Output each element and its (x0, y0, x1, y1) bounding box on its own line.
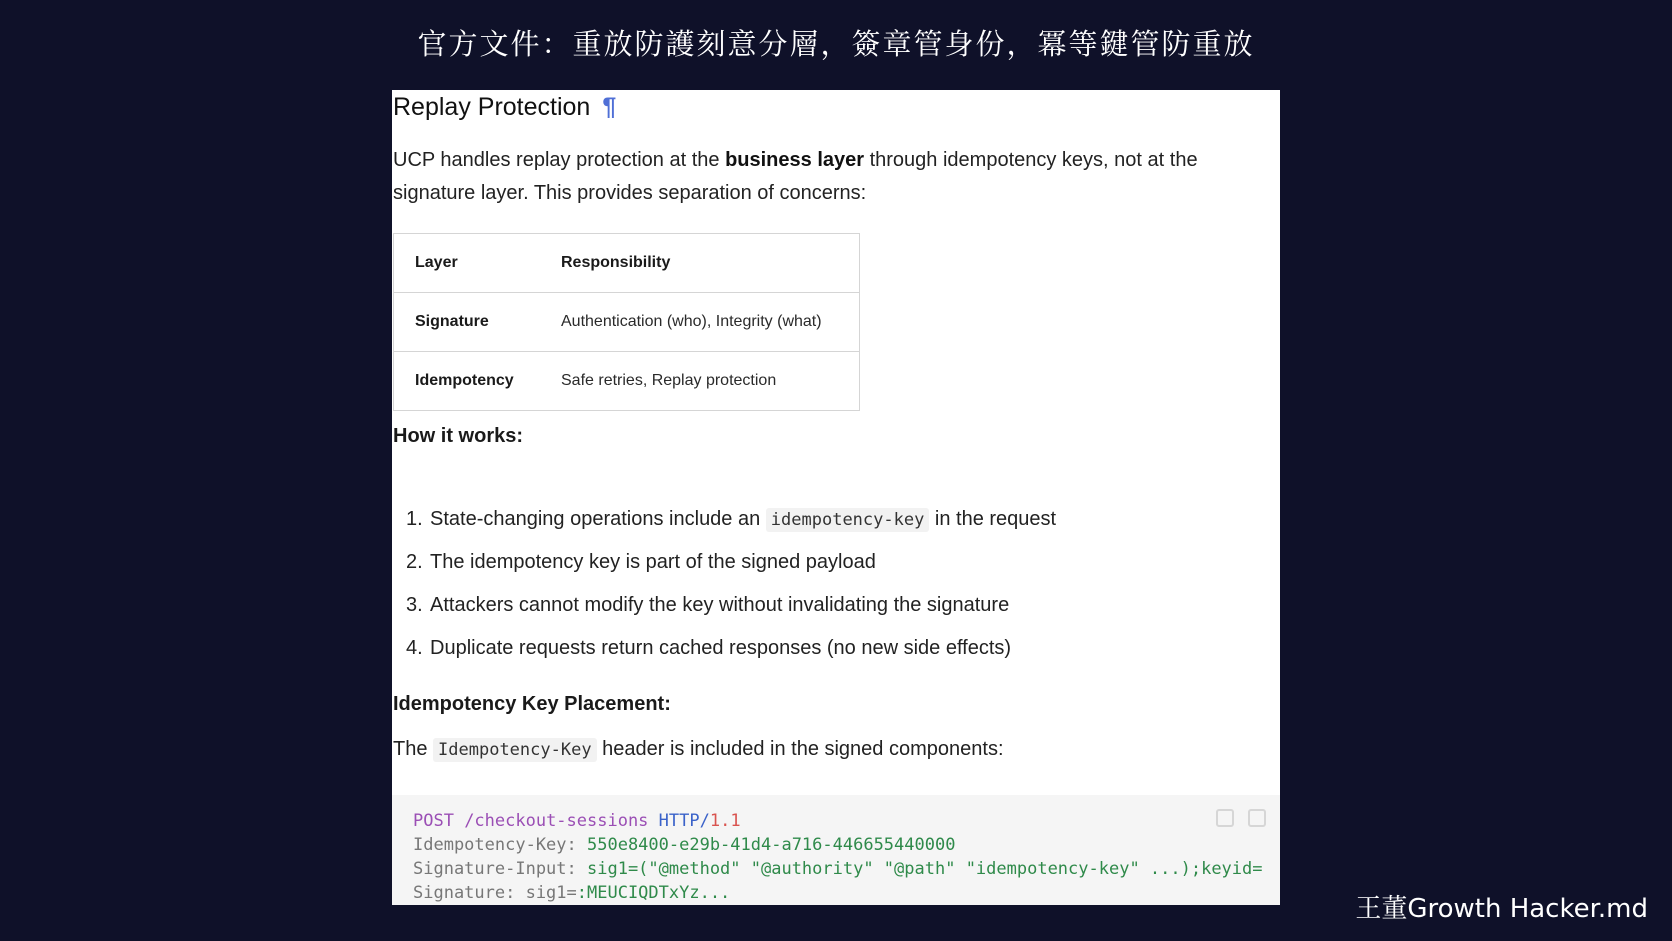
table-header-cell: Responsibility (561, 254, 671, 271)
list-text: in the request (929, 508, 1057, 530)
table-header-row (394, 234, 859, 293)
table-cell: Safe retries, Replay protection (561, 372, 777, 389)
placement-paragraph (393, 738, 1004, 761)
inline-code: Idempotency-Key (433, 738, 597, 762)
list-number: 1. (406, 508, 423, 530)
layer-table (393, 233, 860, 411)
code-token: Signature-Input: (413, 859, 587, 879)
inline-code: idempotency-key (766, 508, 930, 532)
para-text: The (393, 738, 434, 760)
section-heading-text: Replay Protection (393, 93, 591, 121)
intro-text-1: UCP handles replay protection at the (393, 149, 726, 171)
code-token: HTTP/ (658, 811, 710, 831)
table-cell: Signature (415, 313, 489, 330)
list-text: Duplicate requests return cached responses (no new side effects) (430, 637, 1012, 659)
code-toolbar (1216, 809, 1266, 827)
list-number: 3. (406, 594, 423, 616)
list-item (406, 627, 1056, 670)
code-line (413, 883, 730, 903)
list-item (406, 541, 1056, 584)
expand-icon[interactable] (1216, 809, 1234, 827)
table-row (394, 352, 859, 410)
table-cell: Authentication (who), Integrity (what) (561, 313, 822, 330)
list-item (406, 584, 1056, 627)
table-row (394, 293, 859, 352)
code-token: sig1=("@method" "@authority" "@path" "idempotency-key" ...);keyid= (587, 859, 1263, 879)
code-line (413, 859, 1263, 879)
list-text: The idempotency key is part of the signed payload (430, 551, 876, 573)
table-cell: Idempotency (415, 372, 514, 389)
list-text: Attackers cannot modify the key without invalidating the signature (430, 594, 1010, 616)
code-token: Idempotency-Key: (413, 835, 587, 855)
copy-icon[interactable] (1248, 809, 1266, 827)
intro-bold: business layer (725, 149, 865, 171)
code-token: Signature: sig1= (413, 883, 577, 903)
code-token: /checkout-sessions (453, 811, 659, 831)
code-token: 550e8400-e29b-41d4-a716-446655440000 (587, 835, 956, 855)
code-block (392, 795, 1280, 905)
list-item (406, 498, 1056, 541)
placement-heading: Idempotency Key Placement: (393, 693, 671, 715)
how-it-works-heading: How it works: (393, 425, 524, 447)
doc-screenshot (392, 90, 1280, 903)
anchor-link-icon[interactable]: ¶ (602, 93, 617, 121)
steps-list (406, 498, 1056, 670)
list-text: State-changing operations include an (430, 508, 766, 530)
code-line (413, 811, 741, 831)
intro-paragraph (393, 144, 1253, 210)
intro-text-2: through idempotency keys, not at the signature layer. This provides separation of concerns: (393, 149, 1198, 204)
list-number: 4. (406, 637, 423, 659)
slide-title: 官方文件：重放防護刻意分層，簽章管身份，冪等鍵管防重放 (417, 27, 1255, 61)
code-line (413, 835, 955, 855)
footer-brand: 王董Growth Hacker.md (1355, 894, 1648, 924)
code-token: :MEUCIQDTxYz... (576, 883, 731, 903)
table-header-cell: Layer (415, 254, 458, 271)
list-number: 2. (406, 551, 423, 573)
code-token: 1.1 (709, 811, 741, 831)
para-text: header is included in the signed components: (596, 738, 1004, 760)
code-token: POST (413, 811, 454, 831)
section-heading (393, 90, 616, 124)
